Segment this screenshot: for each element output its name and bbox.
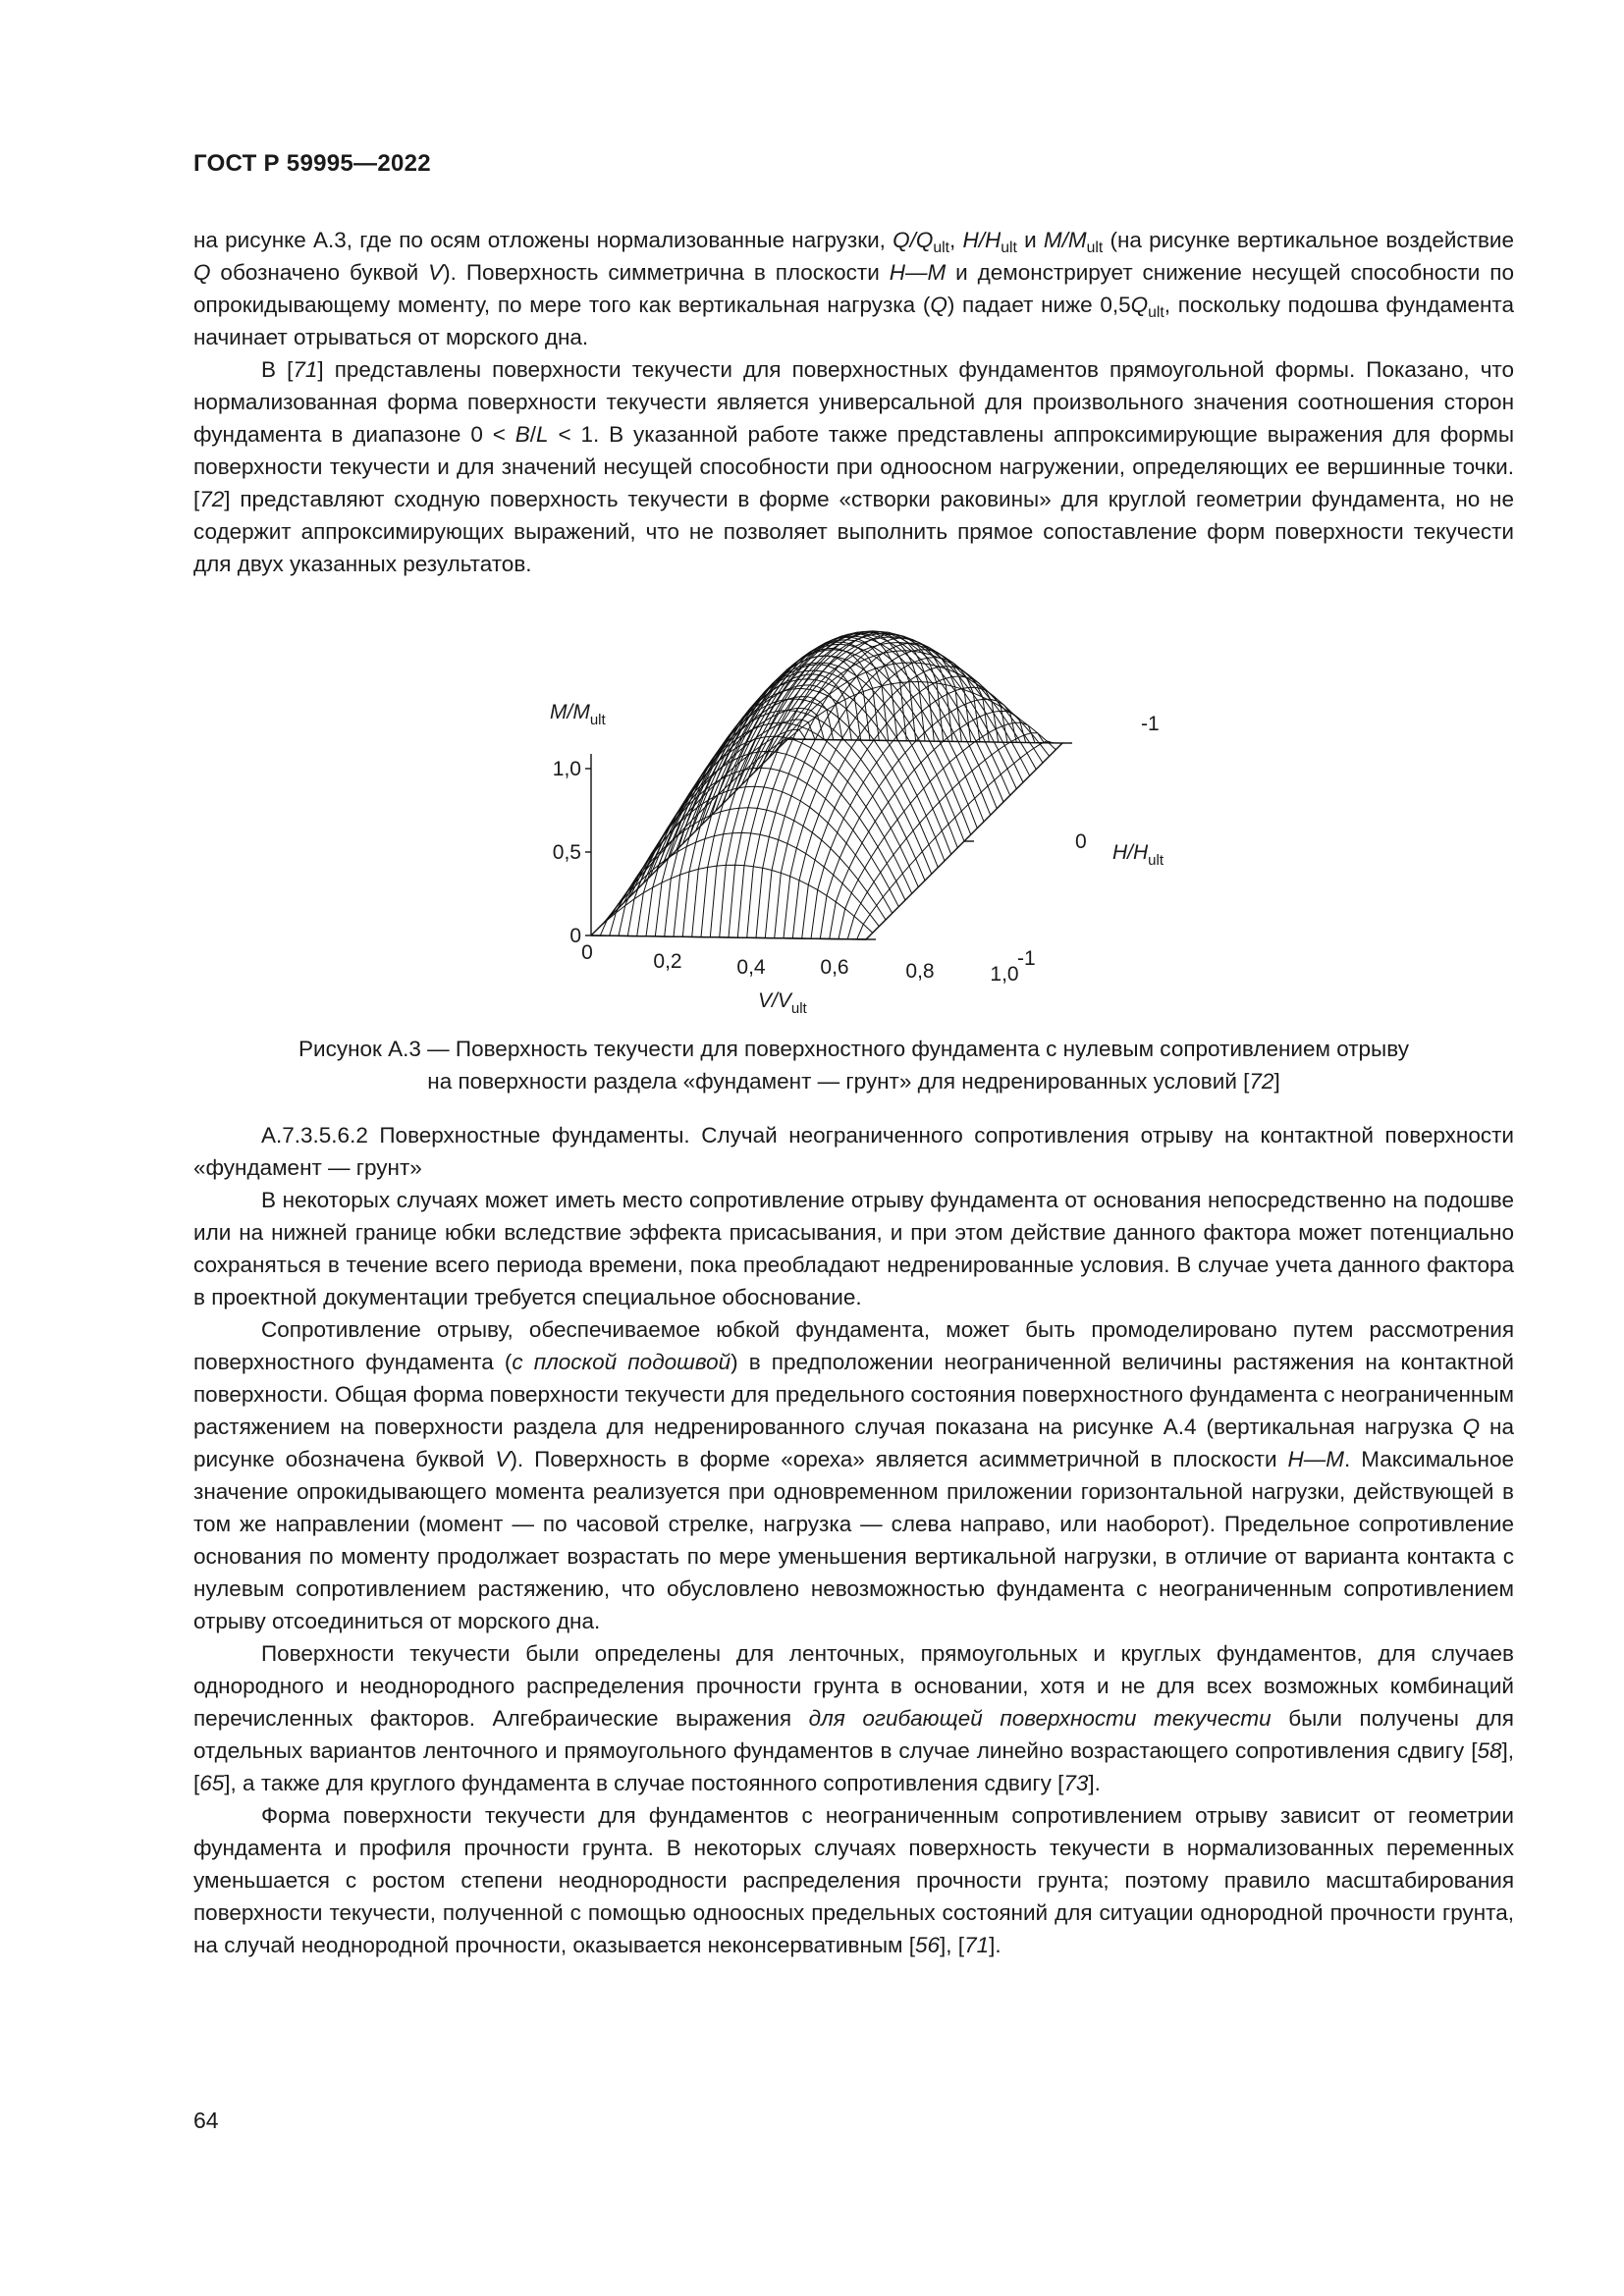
x-tick-label-06: 0,6: [820, 956, 849, 979]
y-tick-label-0: 0: [569, 925, 581, 947]
z-axis-label: $H/H_{ult}$: [1112, 841, 1164, 869]
x-tick-label-10: 1,0: [990, 963, 1019, 986]
top-text-block: [193, 224, 1514, 580]
y-tick-label-1: 1,0: [552, 758, 581, 780]
mesh-line: [610, 729, 806, 935]
paragraph-1: на рисунке А.3, где по осям отложены нормализованные нагрузки, $Q/Q_{ult}$, $H/H_{ult}$ и $M/M_{ult}$ (на рисунке вертикальное воздействие Q обозначено буквой V). Поверхность симметрична в плоскости H—M и демонстрирует снижение несущей способности по опрокидывающему моменту, по мере того как вертикальная нагрузка (Q) падает ниже $0,5Q_{ult}$, поскольку подошва фундамента начинает отрываться от морского дна.: [193, 228, 1515, 349]
page-number: 64: [193, 2108, 219, 2133]
paragraph-7: Форма поверхности текучести для фундаментов с неограниченным сопротивлением отрыву зависит от геометрии фундамента и профиля прочности грунта. В некоторых случаях поверхность текучести в нормализованных переменных уменьшается с ростом степени неоднородности распределения прочности грунта; поэтому правило масштабирования поверхности текучести, полученной с помощью одноосных предельных состояний для ситуации однородной прочности грунта, на случай неоднородной прочности, оказывается неконсервативным [56], [71].: [193, 1803, 1514, 1957]
figure-a3-yield-surface: [511, 609, 1198, 1021]
mesh-line: [748, 633, 1023, 782]
x-tick-label-08: 0,8: [905, 960, 935, 983]
mesh-line: [729, 631, 925, 937]
paragraph-6: Поверхности текучести были определены для ленточных, прямоугольных и круглых фундаментов, для случаев однородного и неоднородного распределения прочности грунта в основании, хотя и не для всех возможных комбинаций перечисленных факторов. Алгебраические выражения для огибающей поверхности текучести были получены для отдельных вариантов ленточного и прямоугольного фундаментов в случае линейно возрастающего сопротивления сдвигу [58], [65], а также для круглого фундамента в случае постоянного сопротивления сдвигу [73].: [193, 1641, 1514, 1795]
bottom-text-block: [193, 1119, 1514, 1961]
y-axis-label: $M/M_{ult}$: [550, 701, 606, 728]
paragraph-4: В некоторых случаях может иметь место сопротивление отрыву фундамента от основания непосредственно на подошве или на нижней границе юбки вследствие эффекта присасывания, и при этом действие данного фактора может потенциально сохраняться в течение всего периода времени, пока преобладают недренированные условия. В случае учета данного фактора в проектной документации требуется специальное обоснование.: [193, 1188, 1514, 1309]
x-tick-label-04: 0,4: [736, 956, 766, 979]
caption-line-1: Рисунок А.3 — Поверхность текучести для поверхностного фундамента с нулевым сопротивлением отрыву: [298, 1037, 1409, 1061]
x-tick-label-02: 0,2: [653, 950, 682, 973]
z-tick-label-near: -1: [1017, 947, 1036, 970]
figure-caption: [193, 1033, 1514, 1097]
paragraph-3: А.7.3.5.6.2 Поверхностные фундаменты. Случай неограниченного сопротивления отрыву на контактной поверхности «фундамент — грунт»: [193, 1123, 1514, 1180]
z-tick-label-far: -1: [1141, 713, 1160, 735]
mesh-line: [646, 685, 842, 936]
yield-surface-plot: [511, 609, 1198, 1021]
paragraph-2: В [71] представлены поверхности текучести для поверхностных фундаментов прямоугольной формы. Показано, что нормализованная форма поверхности текучести является универсальной для произвольного значения соотношения сторон фундамента в диапазоне 0 < B/L < 1. В указанной работе также представлены аппроксимирующие выражения для формы поверхности текучести и для значений несущей способности при одноосном нагружении, определяющих ее вершинные точки. [72] представляют сходную поверхность текучести в форме «створки раковины» для круглой геометрии фундамента, но не содержит аппроксимирующих выражений, что не позволяет выполнить прямое сопоставление форм поверхности текучести для двух указанных результатов.: [193, 357, 1514, 576]
mesh-line: [729, 632, 1003, 802]
z-tick-label-0: 0: [1075, 830, 1087, 853]
x-tick-label-0: 0: [581, 941, 593, 964]
x-axis-label: $V/V_{ult}$: [758, 989, 807, 1017]
paragraph-5: Сопротивление отрыву, обеспечиваемое юбкой фундамента, может быть промоделировано путем рассмотрения поверхностного фундамента (с плоской подошвой) в предположении неограниченной величины растяжения на контактной поверхности. Общая форма поверхности текучести для предельного состояния поверхностного фундамента с неограниченным растяжением на поверхности раздела для недренированного случая показана на рисунке А.4 (вертикальная нагрузка Q на рисунке обозначена буквой V). Поверхность в форме «ореха» является асимметричной в плоскости H—M. Максимальное значение опрокидывающего момента реализуется при одновременном приложении горизонтальной нагрузки, действующей в том же направлении (момент — по часовой стрелке, нагрузка — слева направо, или наоборот). Предельное сопротивление основания по моменту продолжает возрастать по мере уменьшения вертикальной нагрузки, в отличие от варианта контакта с нулевым сопротивлением растяжению, что обусловлено невозможностью фундамента с неограниченным сопротивлением отрыву отсоединиться от морского дна.: [193, 1317, 1514, 1633]
mesh-line: [722, 633, 997, 808]
caption-line-2: на поверхности раздела «фундамент — грунт» для недренированных условий [72]: [427, 1069, 1280, 1094]
surface-mesh: [591, 631, 1072, 939]
y-tick-label-05: 0,5: [552, 841, 581, 864]
document-header: ГОСТ Р 59995—2022: [193, 150, 431, 177]
